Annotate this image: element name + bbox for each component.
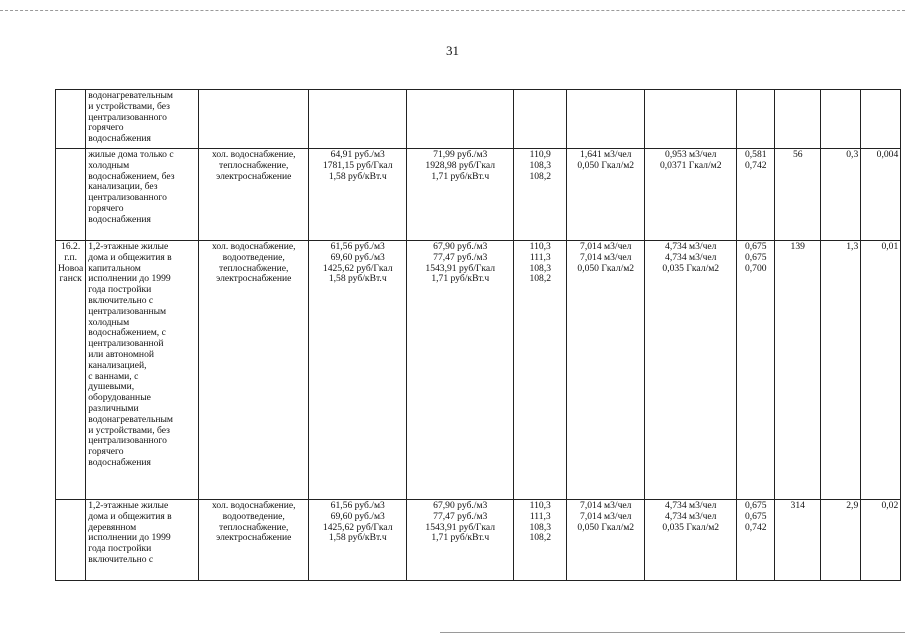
cell-norm-2017 bbox=[645, 241, 737, 500]
cell-value: 1,3 bbox=[846, 241, 859, 252]
cell-line: 1543,91 руб/Гкал bbox=[425, 521, 496, 533]
cell-line: централизованного bbox=[88, 111, 167, 123]
cell-coefficient bbox=[737, 500, 775, 581]
cell-line: 7,014 м3/чел bbox=[580, 500, 632, 511]
cell-value: 56 bbox=[792, 149, 803, 160]
cell-line: 110,9 bbox=[529, 149, 551, 160]
cell-norm-2017 bbox=[645, 90, 737, 149]
cell-line: 1543,91 руб/Гкал bbox=[425, 262, 496, 274]
cell-line: 108,3 bbox=[529, 262, 552, 274]
cell-line: Новоа bbox=[58, 262, 84, 274]
cell-line: водоснабжением, без bbox=[88, 170, 175, 182]
cell-value: 2,9 bbox=[846, 500, 859, 511]
cell-line: хол. водоснабжение, bbox=[211, 149, 296, 160]
cell-line: теплоснабжение, bbox=[219, 159, 289, 171]
cell-coefficient bbox=[737, 241, 775, 500]
cell-line: 1781,15 руб/Гкал bbox=[322, 159, 393, 171]
table-row bbox=[56, 149, 901, 241]
cell-line: различными bbox=[88, 402, 139, 414]
cell-line: 77,47 руб./м3 bbox=[433, 251, 488, 263]
cell-line: водоснабжения bbox=[88, 456, 151, 468]
cell-line: 69,60 руб./м3 bbox=[330, 251, 385, 263]
cell-norm-2016 bbox=[567, 500, 645, 581]
cell-utility-services bbox=[199, 241, 309, 500]
cell-line: централизованным bbox=[88, 305, 167, 317]
cell-line: 61,56 руб./м3 bbox=[330, 500, 385, 511]
cell-line: 0,0371 Гкал/м2 bbox=[659, 159, 722, 171]
cell-growth-index bbox=[514, 149, 567, 241]
cell-line: 1,71 руб/кВт.ч bbox=[431, 170, 490, 182]
cell-line: водонагревательным bbox=[88, 413, 173, 425]
cell-line: 4,734 м3/чел bbox=[665, 241, 717, 252]
cell-housing-description bbox=[86, 149, 199, 241]
cell-line: 111,3 bbox=[529, 510, 551, 522]
cell-line: и устройствами, без bbox=[88, 100, 170, 112]
cell-line: 1,71 руб/кВт.ч bbox=[431, 273, 490, 285]
scan-edge-top bbox=[0, 10, 905, 11]
cell-line: дома и общежития в bbox=[88, 251, 172, 263]
cell-line: 71,99 руб./м3 bbox=[433, 149, 488, 160]
cell-line: исполнении до 1999 bbox=[88, 273, 171, 285]
cell-line: 7,014 м3/чел bbox=[580, 510, 632, 522]
table-row bbox=[56, 500, 901, 581]
cell-line: 67,90 руб./м3 bbox=[433, 241, 488, 252]
cell-tariff-2016 bbox=[309, 241, 407, 500]
cell-item-number bbox=[56, 149, 86, 241]
cell-tariff-2016 bbox=[309, 149, 407, 241]
cell-line: 110,3 bbox=[529, 241, 551, 252]
cell-line: включительно с bbox=[88, 294, 154, 306]
cell-line: 1425,62 руб/Гкал bbox=[322, 521, 393, 533]
cell-line: хол. водоснабжение, bbox=[211, 500, 296, 511]
cell-housing-description bbox=[86, 500, 199, 581]
cell-utility-services bbox=[199, 500, 309, 581]
cell-coefficient bbox=[737, 90, 775, 149]
cell-line: 108,2 bbox=[529, 170, 552, 182]
cell-line: исполнении до 1999 bbox=[88, 532, 171, 544]
cell-line: холодным bbox=[88, 316, 130, 328]
cell-line: оборудованные bbox=[88, 392, 151, 404]
cell-value: 139 bbox=[790, 241, 805, 252]
cell-line: 0,581 bbox=[744, 149, 767, 160]
cell-coefficient bbox=[737, 149, 775, 241]
cell-line: ганск bbox=[59, 273, 82, 285]
cell-line: 0,675 bbox=[744, 251, 767, 263]
cell-line: 1928,98 руб/Гкал bbox=[425, 159, 496, 171]
cell-line: 108,2 bbox=[529, 273, 552, 285]
cell-line: канализацией, bbox=[88, 359, 147, 371]
cell-line: душевыми, bbox=[88, 381, 135, 393]
cell-norm-2016 bbox=[567, 90, 645, 149]
tariff-table bbox=[55, 89, 901, 581]
cell-line: 0,675 bbox=[744, 500, 767, 511]
table-row bbox=[56, 90, 901, 149]
cell-line: 1,2-этажные жилые bbox=[88, 241, 169, 252]
cell-value: 0,01 bbox=[881, 241, 899, 252]
cell-line: централизованной bbox=[88, 338, 164, 350]
cell-line: 16.2. bbox=[61, 241, 81, 252]
cell-line: 1,2-этажные жилые bbox=[88, 500, 169, 511]
cell-line: 77,47 руб./м3 bbox=[433, 510, 488, 522]
table-row bbox=[56, 241, 901, 500]
cell-line: 1,71 руб/кВт.ч bbox=[431, 532, 490, 544]
cell-line: электроснабжение bbox=[216, 532, 292, 544]
cell-line: 1,641 м3/чел bbox=[580, 149, 632, 160]
cell-line: 64,91 руб./м3 bbox=[330, 149, 385, 160]
cell-tariff-2017 bbox=[407, 241, 514, 500]
cell-share-percent bbox=[821, 500, 861, 581]
cell-utility-services bbox=[199, 149, 309, 241]
cell-line: года постройки bbox=[88, 543, 152, 555]
cell-norm-2017 bbox=[645, 149, 737, 241]
cell-line: водоотведение, bbox=[222, 251, 285, 263]
cell-line: 1,58 руб/кВт.ч bbox=[328, 170, 387, 182]
cell-growth-index bbox=[514, 90, 567, 149]
cell-residents bbox=[775, 90, 821, 149]
cell-line: 4,734 м3/чел bbox=[665, 500, 717, 511]
cell-line: 108,3 bbox=[529, 521, 552, 533]
cell-line: 4,734 м3/чел bbox=[665, 251, 717, 263]
cell-housing-description bbox=[86, 90, 199, 149]
cell-value: 314 bbox=[790, 500, 805, 511]
cell-line: 110,3 bbox=[529, 500, 551, 511]
cell-line: 7,014 м3/чел bbox=[580, 241, 632, 252]
cell-line: с ваннами, с bbox=[88, 370, 139, 382]
cell-share-percent bbox=[821, 149, 861, 241]
cell-value: 0,3 bbox=[846, 149, 859, 160]
cell-line: 61,56 руб./м3 bbox=[330, 241, 385, 252]
cell-line: 111,3 bbox=[529, 251, 551, 263]
scan-edge-bottom bbox=[440, 632, 905, 633]
cell-item-number bbox=[56, 90, 86, 149]
cell-line: 69,60 руб./м3 bbox=[330, 510, 385, 522]
cell-growth-index bbox=[514, 241, 567, 500]
cell-line: 1425,62 руб/Гкал bbox=[322, 262, 393, 274]
cell-share-percent bbox=[821, 90, 861, 149]
cell-line: хол. водоснабжение, bbox=[211, 241, 296, 252]
cell-line: горячего bbox=[88, 446, 124, 458]
cell-value: 0,02 bbox=[881, 500, 899, 511]
cell-line: 0,675 bbox=[744, 510, 767, 522]
cell-line: 0,050 Гкал/м2 bbox=[577, 159, 635, 171]
cell-tariff-2017 bbox=[407, 500, 514, 581]
cell-housing-description bbox=[86, 241, 199, 500]
cell-residents bbox=[775, 500, 821, 581]
cell-line: и устройствами, без bbox=[88, 424, 170, 436]
cell-tariff-2016 bbox=[309, 90, 407, 149]
cell-line: водоснабжения bbox=[88, 213, 151, 225]
cell-line: централизованного bbox=[88, 192, 167, 204]
cell-residents bbox=[775, 149, 821, 241]
cell-line: 0,742 bbox=[744, 159, 767, 171]
cell-norm-2016 bbox=[567, 149, 645, 241]
cell-line: 1,58 руб/кВт.ч bbox=[328, 273, 387, 285]
cell-share-fraction bbox=[861, 500, 901, 581]
cell-line: жилые дома только с bbox=[88, 149, 174, 160]
cell-line: горячего bbox=[88, 202, 124, 214]
cell-line: или автономной bbox=[88, 348, 155, 360]
cell-growth-index bbox=[514, 500, 567, 581]
cell-item-number bbox=[56, 241, 86, 500]
cell-tariff-2017 bbox=[407, 90, 514, 149]
page-number: 31 bbox=[446, 43, 459, 58]
cell-tariff-2017 bbox=[407, 149, 514, 241]
cell-norm-2017 bbox=[645, 500, 737, 581]
cell-item-number bbox=[56, 500, 86, 581]
cell-line: 0,675 bbox=[744, 241, 767, 252]
cell-tariff-2016 bbox=[309, 500, 407, 581]
cell-line: года постройки bbox=[88, 284, 152, 296]
cell-line: водоотведение, bbox=[222, 510, 285, 522]
cell-share-percent bbox=[821, 241, 861, 500]
cell-utility-services bbox=[199, 90, 309, 149]
cell-line: горячего bbox=[88, 122, 124, 134]
cell-share-fraction bbox=[861, 241, 901, 500]
cell-line: 0,035 Гкал/м2 bbox=[662, 262, 720, 274]
cell-line: водоснабжением, с bbox=[88, 327, 166, 339]
cell-line: 0,035 Гкал/м2 bbox=[662, 521, 720, 533]
cell-line: 108,2 bbox=[529, 532, 552, 544]
cell-value: 0,004 bbox=[876, 149, 899, 160]
cell-residents bbox=[775, 241, 821, 500]
cell-line: 0,050 Гкал/м2 bbox=[577, 262, 635, 274]
cell-line: электроснабжение bbox=[216, 273, 292, 285]
cell-line: канализации, без bbox=[88, 181, 158, 193]
cell-line: централизованного bbox=[88, 435, 167, 447]
cell-line: деревянном bbox=[88, 521, 137, 533]
cell-line: теплоснабжение, bbox=[219, 262, 289, 274]
cell-line: 1,58 руб/кВт.ч bbox=[328, 532, 387, 544]
cell-line: дома и общежития в bbox=[88, 510, 172, 522]
cell-share-fraction bbox=[861, 90, 901, 149]
cell-share-fraction bbox=[861, 149, 901, 241]
cell-line: включительно с bbox=[88, 553, 154, 565]
table-body bbox=[56, 90, 901, 581]
cell-line: 0,050 Гкал/м2 bbox=[577, 521, 635, 533]
cell-line: водоснабжения bbox=[88, 133, 151, 145]
cell-line: 4,734 м3/чел bbox=[665, 510, 717, 522]
cell-line: г.п. bbox=[64, 251, 78, 263]
cell-line: теплоснабжение, bbox=[219, 521, 289, 533]
cell-line: 0,953 м3/чел bbox=[665, 149, 717, 160]
cell-line: 67,90 руб./м3 bbox=[433, 500, 488, 511]
cell-line: электроснабжение bbox=[216, 170, 292, 182]
cell-norm-2016 bbox=[567, 241, 645, 500]
cell-line: холодным bbox=[88, 159, 130, 171]
cell-line: 0,700 bbox=[744, 262, 767, 274]
cell-line: 0,742 bbox=[744, 521, 767, 533]
cell-line: 108,3 bbox=[529, 159, 552, 171]
cell-line: водонагревательным bbox=[88, 90, 173, 101]
cell-line: 7,014 м3/чел bbox=[580, 251, 632, 263]
cell-line: капитальном bbox=[88, 262, 141, 274]
